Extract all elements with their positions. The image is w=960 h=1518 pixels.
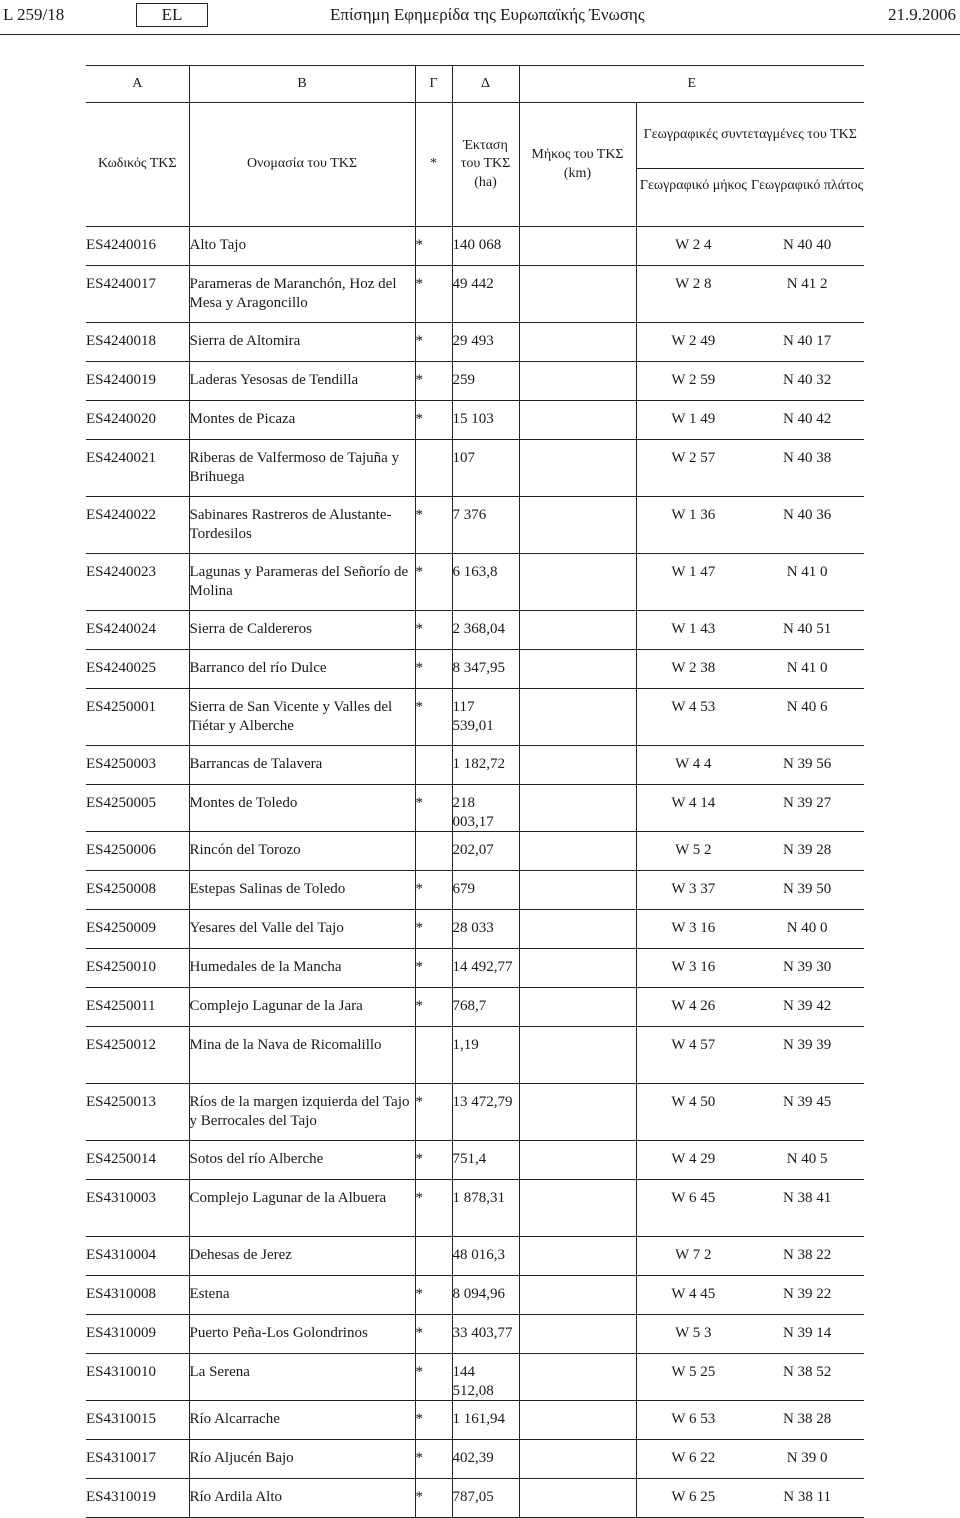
site-star: * xyxy=(415,266,452,323)
site-length xyxy=(519,988,636,1027)
site-area: 218 003,17 xyxy=(452,785,519,832)
site-area: 2 368,04 xyxy=(452,611,519,650)
site-longitude: W 6 53 xyxy=(671,1411,716,1427)
site-longitude: W 2 59 xyxy=(671,372,716,388)
site-star: * xyxy=(415,910,452,949)
site-coords xyxy=(636,1084,864,1141)
site-name: Puerto Peña-Los Golondrinos xyxy=(189,1315,415,1354)
letter-b: B xyxy=(189,66,415,103)
site-name: Estena xyxy=(189,1276,415,1315)
site-star: * xyxy=(415,1440,452,1479)
site-code: ES4250008 xyxy=(86,871,189,910)
site-area: 751,4 xyxy=(452,1141,519,1180)
site-length xyxy=(519,689,636,746)
site-star: * xyxy=(415,554,452,611)
site-latitude: N 39 42 xyxy=(782,998,832,1014)
site-latitude: N 39 28 xyxy=(782,842,832,858)
site-latitude: N 40 36 xyxy=(782,507,832,523)
site-star: * xyxy=(415,650,452,689)
table-row xyxy=(86,910,864,949)
site-star xyxy=(415,440,452,497)
language-code-box: EL xyxy=(136,3,208,27)
site-latitude: N 39 14 xyxy=(782,1325,832,1341)
site-coords xyxy=(636,1479,864,1518)
site-area: 140 068 xyxy=(452,227,519,266)
header-length: Μήκος του ΤΚΣ (km) xyxy=(519,103,636,227)
site-length xyxy=(519,1354,636,1401)
site-name: Complejo Lagunar de la Albuera xyxy=(189,1180,415,1237)
site-name: Montes de Toledo xyxy=(189,785,415,832)
site-longitude: W 2 38 xyxy=(671,660,716,676)
site-length xyxy=(519,949,636,988)
header-coords: Γεωγραφικές συντεταγμένες του ΤΚΣ xyxy=(636,103,864,169)
site-longitude: W 1 43 xyxy=(671,621,716,637)
site-name: Sierra de Caldereros xyxy=(189,611,415,650)
table-row xyxy=(86,1479,864,1518)
table-row xyxy=(86,1315,864,1354)
table-row xyxy=(86,1401,864,1440)
site-latitude: N 38 22 xyxy=(782,1247,832,1263)
site-longitude: W 2 57 xyxy=(671,450,716,466)
site-area: 402,39 xyxy=(452,1440,519,1479)
site-code: ES4250012 xyxy=(86,1027,189,1084)
page-header xyxy=(0,0,960,36)
site-latitude: N 41 0 xyxy=(786,660,828,676)
site-name: Alto Tajo xyxy=(189,227,415,266)
site-longitude: W 4 45 xyxy=(671,1286,716,1302)
site-longitude: W 7 2 xyxy=(675,1247,712,1263)
header-longitude: Γεωγραφικό μήκος xyxy=(639,178,747,193)
table-row xyxy=(86,689,864,746)
site-longitude: W 3 16 xyxy=(671,959,716,975)
site-latitude: N 39 0 xyxy=(786,1450,828,1466)
table-row xyxy=(86,227,864,266)
site-area: 15 103 xyxy=(452,401,519,440)
site-longitude: W 4 53 xyxy=(671,699,716,715)
letter-delta: Δ xyxy=(452,66,519,103)
site-latitude: N 40 40 xyxy=(782,237,832,253)
site-longitude: W 6 45 xyxy=(671,1190,716,1206)
site-latitude: N 38 11 xyxy=(783,1489,832,1505)
site-latitude: N 39 56 xyxy=(782,756,832,772)
site-latitude: N 40 38 xyxy=(782,450,832,466)
header-code: Κωδικός ΤΚΣ xyxy=(86,103,189,227)
site-coords xyxy=(636,650,864,689)
site-name: Mina de la Nava de Ricomalillo xyxy=(189,1027,415,1084)
site-star xyxy=(415,1237,452,1276)
table-row xyxy=(86,497,864,554)
site-longitude: W 4 29 xyxy=(671,1151,716,1167)
site-code: ES4250013 xyxy=(86,1084,189,1141)
site-coords xyxy=(636,227,864,266)
site-length xyxy=(519,362,636,401)
site-coords xyxy=(636,1440,864,1479)
site-name: Montes de Picaza xyxy=(189,401,415,440)
site-code: ES4240024 xyxy=(86,611,189,650)
site-star: * xyxy=(415,497,452,554)
table-row xyxy=(86,554,864,611)
site-latitude: N 39 45 xyxy=(782,1094,832,1110)
site-name: Barrancas de Talavera xyxy=(189,746,415,785)
site-length xyxy=(519,785,636,832)
site-coords xyxy=(636,949,864,988)
site-star: * xyxy=(415,401,452,440)
site-area: 107 xyxy=(452,440,519,497)
site-area: 13 472,79 xyxy=(452,1084,519,1141)
site-star: * xyxy=(415,689,452,746)
table-row xyxy=(86,1027,864,1084)
site-star: * xyxy=(415,949,452,988)
site-coords xyxy=(636,1276,864,1315)
site-coords xyxy=(636,1237,864,1276)
site-latitude: N 38 28 xyxy=(782,1411,832,1427)
site-coords xyxy=(636,871,864,910)
site-length xyxy=(519,1440,636,1479)
site-length xyxy=(519,1084,636,1141)
site-name: Sotos del río Alberche xyxy=(189,1141,415,1180)
site-name: Río Ardila Alto xyxy=(189,1479,415,1518)
site-star xyxy=(415,1027,452,1084)
site-longitude: W 2 49 xyxy=(671,333,716,349)
site-coords xyxy=(636,440,864,497)
site-code: ES4250010 xyxy=(86,949,189,988)
table-row xyxy=(86,611,864,650)
table-row xyxy=(86,1440,864,1479)
table-row xyxy=(86,1084,864,1141)
site-area: 202,07 xyxy=(452,832,519,871)
site-coords xyxy=(636,746,864,785)
site-name: Estepas Salinas de Toledo xyxy=(189,871,415,910)
site-area: 28 033 xyxy=(452,910,519,949)
site-length xyxy=(519,1276,636,1315)
site-coords xyxy=(636,401,864,440)
site-star xyxy=(415,832,452,871)
site-star: * xyxy=(415,785,452,832)
site-area: 787,05 xyxy=(452,1479,519,1518)
site-coords xyxy=(636,323,864,362)
site-coords xyxy=(636,1354,864,1401)
site-longitude: W 1 47 xyxy=(671,564,716,580)
site-area: 29 493 xyxy=(452,323,519,362)
site-coords xyxy=(636,362,864,401)
site-star: * xyxy=(415,1141,452,1180)
site-area: 768,7 xyxy=(452,988,519,1027)
site-code: ES4240016 xyxy=(86,227,189,266)
table-row xyxy=(86,362,864,401)
site-name: Dehesas de Jerez xyxy=(189,1237,415,1276)
site-name: Riberas de Valfermoso de Tajuña y Brihuega xyxy=(189,440,415,497)
site-latitude: N 40 51 xyxy=(782,621,832,637)
table-body xyxy=(86,227,864,1518)
site-longitude: W 5 25 xyxy=(671,1364,716,1380)
letter-a: A xyxy=(86,66,189,103)
site-length xyxy=(519,1401,636,1440)
letter-gamma: Γ xyxy=(415,66,452,103)
site-length xyxy=(519,266,636,323)
table-row xyxy=(86,266,864,323)
header-name: Ονομασία του ΤΚΣ xyxy=(189,103,415,227)
site-coords xyxy=(636,1401,864,1440)
site-area: 33 403,77 xyxy=(452,1315,519,1354)
site-area: 679 xyxy=(452,871,519,910)
site-code: ES4250006 xyxy=(86,832,189,871)
site-longitude: W 1 36 xyxy=(671,507,716,523)
site-longitude: W 4 14 xyxy=(671,795,716,811)
site-code: ES4250005 xyxy=(86,785,189,832)
site-latitude: N 40 5 xyxy=(786,1151,828,1167)
site-code: ES4310008 xyxy=(86,1276,189,1315)
table-row xyxy=(86,1237,864,1276)
site-longitude: W 2 4 xyxy=(675,237,712,253)
site-code: ES4240025 xyxy=(86,650,189,689)
site-name: Rincón del Torozo xyxy=(189,832,415,871)
site-length xyxy=(519,1141,636,1180)
site-coords xyxy=(636,910,864,949)
site-longitude: W 5 3 xyxy=(675,1325,712,1341)
site-star: * xyxy=(415,1084,452,1141)
site-latitude: N 40 42 xyxy=(782,411,832,427)
site-length xyxy=(519,746,636,785)
site-area: 117 539,01 xyxy=(452,689,519,746)
site-coords xyxy=(636,1315,864,1354)
site-area: 259 xyxy=(452,362,519,401)
table-row xyxy=(86,785,864,832)
site-star: * xyxy=(415,1401,452,1440)
site-area: 14 492,77 xyxy=(452,949,519,988)
site-length xyxy=(519,1315,636,1354)
site-star: * xyxy=(415,1479,452,1518)
site-longitude: W 4 50 xyxy=(671,1094,716,1110)
site-longitude: W 4 26 xyxy=(671,998,716,1014)
header-latitude: Γεωγραφικό πλάτος xyxy=(751,178,864,193)
site-code: ES4250011 xyxy=(86,988,189,1027)
table-row xyxy=(86,949,864,988)
site-area: 8 347,95 xyxy=(452,650,519,689)
site-latitude: N 38 52 xyxy=(782,1364,832,1380)
site-length xyxy=(519,910,636,949)
site-length xyxy=(519,1237,636,1276)
table-row xyxy=(86,832,864,871)
coords-subheader-cell xyxy=(636,169,864,227)
site-star xyxy=(415,746,452,785)
site-length xyxy=(519,611,636,650)
site-latitude: N 39 27 xyxy=(782,795,832,811)
site-code: ES4240019 xyxy=(86,362,189,401)
site-area: 1,19 xyxy=(452,1027,519,1084)
site-code: ES4240021 xyxy=(86,440,189,497)
journal-title: Επίσημη Εφημερίδα της Ευρωπαϊκής Ένωσης xyxy=(330,5,645,24)
site-code: ES4310019 xyxy=(86,1479,189,1518)
site-code: ES4250001 xyxy=(86,689,189,746)
site-name: Laderas Yesosas de Tendilla xyxy=(189,362,415,401)
site-star: * xyxy=(415,362,452,401)
site-length xyxy=(519,440,636,497)
site-coords xyxy=(636,497,864,554)
site-star: * xyxy=(415,611,452,650)
site-longitude: W 4 4 xyxy=(675,756,712,772)
site-star: * xyxy=(415,1354,452,1401)
site-name: Sierra de Altomira xyxy=(189,323,415,362)
publication-date: 21.9.2006 xyxy=(888,5,956,24)
site-name: Sierra de San Vicente y Valles del Tiétar y Alberche xyxy=(189,689,415,746)
site-latitude: N 40 32 xyxy=(782,372,832,388)
site-star: * xyxy=(415,871,452,910)
site-code: ES4250014 xyxy=(86,1141,189,1180)
site-longitude: W 5 2 xyxy=(675,842,712,858)
site-area: 1 878,31 xyxy=(452,1180,519,1237)
site-code: ES4240020 xyxy=(86,401,189,440)
site-area: 48 016,3 xyxy=(452,1237,519,1276)
site-name: Yesares del Valle del Tajo xyxy=(189,910,415,949)
site-longitude: W 3 37 xyxy=(671,881,716,897)
site-code: ES4240022 xyxy=(86,497,189,554)
site-latitude: N 40 6 xyxy=(786,699,828,715)
site-coords xyxy=(636,689,864,746)
site-length xyxy=(519,323,636,362)
table-row xyxy=(86,871,864,910)
site-code: ES4240018 xyxy=(86,323,189,362)
site-name: La Serena xyxy=(189,1354,415,1401)
header-rule xyxy=(0,34,960,35)
site-coords xyxy=(636,1180,864,1237)
site-coords xyxy=(636,988,864,1027)
site-area: 144 512,08 xyxy=(452,1354,519,1401)
table-row xyxy=(86,440,864,497)
site-coords xyxy=(636,785,864,832)
table-row xyxy=(86,401,864,440)
site-length xyxy=(519,832,636,871)
site-longitude: W 1 49 xyxy=(671,411,716,427)
site-coords xyxy=(636,611,864,650)
table-row xyxy=(86,1180,864,1237)
site-latitude: N 41 0 xyxy=(786,564,828,580)
table-row xyxy=(86,650,864,689)
site-latitude: N 39 50 xyxy=(782,881,832,897)
site-latitude: N 41 2 xyxy=(786,276,828,292)
site-area: 1 182,72 xyxy=(452,746,519,785)
site-code: ES4310004 xyxy=(86,1237,189,1276)
site-latitude: N 38 41 xyxy=(782,1190,832,1206)
site-longitude: W 6 25 xyxy=(671,1489,716,1505)
column-headers-row xyxy=(86,103,864,169)
site-length xyxy=(519,650,636,689)
site-code: ES4240023 xyxy=(86,554,189,611)
site-latitude: N 39 39 xyxy=(782,1037,832,1053)
site-code: ES4310015 xyxy=(86,1401,189,1440)
site-length xyxy=(519,1027,636,1084)
site-length xyxy=(519,1479,636,1518)
site-star: * xyxy=(415,227,452,266)
header-area: Έκταση του ΤΚΣ (ha) xyxy=(452,103,519,227)
site-area: 6 163,8 xyxy=(452,554,519,611)
site-latitude: N 40 0 xyxy=(786,920,828,936)
site-code: ES4310009 xyxy=(86,1315,189,1354)
site-length xyxy=(519,871,636,910)
site-name: Parameras de Maranchón, Hoz del Mesa y Aragoncillo xyxy=(189,266,415,323)
site-star: * xyxy=(415,988,452,1027)
table-row xyxy=(86,746,864,785)
site-length xyxy=(519,227,636,266)
table-row xyxy=(86,988,864,1027)
site-code: ES4310017 xyxy=(86,1440,189,1479)
site-name: Barranco del río Dulce xyxy=(189,650,415,689)
site-code: ES4240017 xyxy=(86,266,189,323)
site-length xyxy=(519,1180,636,1237)
site-latitude: N 40 17 xyxy=(782,333,832,349)
site-latitude: N 39 22 xyxy=(782,1286,832,1302)
column-letters-row xyxy=(86,66,864,103)
site-area: 49 442 xyxy=(452,266,519,323)
site-coords xyxy=(636,266,864,323)
site-coords xyxy=(636,832,864,871)
table-row xyxy=(86,1276,864,1315)
table-row xyxy=(86,323,864,362)
site-star: * xyxy=(415,1180,452,1237)
table-row xyxy=(86,1354,864,1401)
site-name: Lagunas y Parameras del Señorío de Molina xyxy=(189,554,415,611)
site-name: Río Alcarrache xyxy=(189,1401,415,1440)
site-longitude: W 6 22 xyxy=(671,1450,716,1466)
site-name: Sabinares Rastreros de Alustante-Tordesilos xyxy=(189,497,415,554)
sites-table xyxy=(86,65,864,1518)
site-code: ES4310010 xyxy=(86,1354,189,1401)
page-reference: L 259/18 xyxy=(3,5,65,24)
site-code: ES4250003 xyxy=(86,746,189,785)
site-longitude: W 3 16 xyxy=(671,920,716,936)
site-coords xyxy=(636,1027,864,1084)
site-area: 7 376 xyxy=(452,497,519,554)
site-star: * xyxy=(415,323,452,362)
site-name: Ríos de la margen izquierda del Tajo y Berrocales del Tajo xyxy=(189,1084,415,1141)
site-name: Humedales de la Mancha xyxy=(189,949,415,988)
site-code: ES4310003 xyxy=(86,1180,189,1237)
site-latitude: N 39 30 xyxy=(782,959,832,975)
site-longitude: W 2 8 xyxy=(675,276,712,292)
site-coords xyxy=(636,1141,864,1180)
site-length xyxy=(519,497,636,554)
site-code: ES4250009 xyxy=(86,910,189,949)
header-star: * xyxy=(415,103,452,227)
site-length xyxy=(519,401,636,440)
site-coords xyxy=(636,554,864,611)
site-longitude: W 4 57 xyxy=(671,1037,716,1053)
table-row xyxy=(86,1141,864,1180)
site-length xyxy=(519,554,636,611)
site-name: Río Aljucén Bajo xyxy=(189,1440,415,1479)
letter-e: E xyxy=(519,66,864,103)
site-star: * xyxy=(415,1276,452,1315)
site-name: Complejo Lagunar de la Jara xyxy=(189,988,415,1027)
site-area: 1 161,94 xyxy=(452,1401,519,1440)
site-area: 8 094,96 xyxy=(452,1276,519,1315)
site-star: * xyxy=(415,1315,452,1354)
